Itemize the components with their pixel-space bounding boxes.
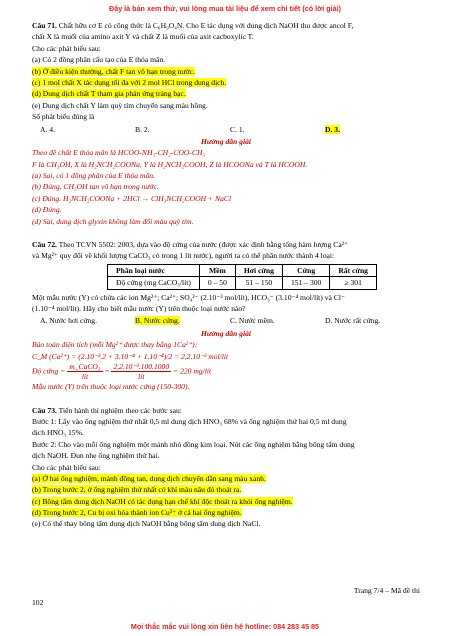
q71-solution-line: (a) Sai, có 1 đồng phân của E thỏa mãn. [32,171,155,181]
table-row [108,277,377,289]
q71-guide-heading: Hướng dẫn giải [201,136,251,146]
table-cell: 0 – 50 [199,277,235,289]
q73-statement-d: (d) Trong bước 2, Cu bị oxi hóa thành ion Cu²⁺ ở cả hai ống nghiệm. [32,508,242,518]
table-header-cell: Rất cứng [330,264,377,276]
q71-label: Câu 71. [32,21,57,30]
fraction-value-over-litre: $\frac{\text{2,2.10⁻³.100.1000}}{\text{lít}}$ [113,361,170,382]
q71-intro: Cho các phát biểu sau: [32,43,101,53]
q73-statement-e: (e) Có thể thay bông tẩm dung dịch NaOH bằng bông tẩm dung dịch NaCl. [32,519,261,529]
q73-label: Câu 73. [32,405,57,415]
table-cell: ≥ 301 [330,277,377,289]
q71-option-c[interactable]: C. 1. [230,124,245,134]
q72-option-d[interactable]: D. Nước rất cứng. [325,316,381,326]
table-header-cell: Cứng [282,264,329,276]
table-header-row [108,264,377,276]
q71-options [32,124,420,135]
table-header-cell: Phân loại nước [108,264,200,276]
q72-stem: Câu 72. Theo TCVN 5502: 2003, dựa vào độ cứng của nước (được xác định bằng tổng hàm lượng Ca²⁺ [32,240,348,250]
q73-intro: Cho các phát biểu sau: [32,462,101,472]
q72-sample-1: Một mẫu nước (Y) có chứa các ion Mg²⁺; Ca²⁺; SO₄²⁻ (2.10⁻³ mol/lít), HCO₃⁻ (3.10⁻⁴ mol/lít) và Cl⁻ [32,292,345,302]
table-cell: Độ cứng (mg CaCO₃/lít) [108,277,200,289]
q71-solution-line: (c) Đúng. H₂NCH₂COONa + 2HCl → ClH₃NCH₂COOH + NaCl [32,193,232,203]
preview-banner[interactable]: Đây là bản xem thử, vui lòng mua tài liệu để xem chi tiết (có lời giải) [109,4,341,13]
q71-statement-a: (a) Có 2 đồng phân cấu tạo của E thỏa mãn. [32,55,166,65]
q71-stem: Câu 71. Chất hữu cơ E có công thức là C₆H₉O₄N. Cho E tác dụng với dung dịch NaOH thu được ancol F, [32,21,354,30]
q71-statement-d: (d) Dung dịch chất T tham gia phản ứng tráng bạc. [32,89,186,99]
q72-solution-line: Bảo toàn điện tích (mỗi Mg²⁺ được thay bằng 1Ca²⁺): [32,340,198,350]
q72-option-a[interactable]: A. Nước hơi cứng. [40,316,97,326]
q72-options [32,315,420,326]
q72-option-b[interactable]: B. Nước cứng. [135,316,180,326]
q72-solution-line: C_M (Ca²⁺) = (2.10⁻³.2 + 3.10⁻⁴ + 1.10⁻⁴)/2 = 2,2.10⁻³ mol/lít [32,351,229,361]
q71-solution-line: (d) Đúng. [32,205,62,215]
table-header-cell: Mềm [199,264,235,276]
q72-option-c[interactable]: C. Nước mềm. [230,316,275,326]
q72-conclusion: Mẫu nước (Y) trên thuộc loại nước cứng (150-300). [32,382,190,392]
q71-option-d[interactable]: D. 3. [325,124,340,134]
page-info: Trang 7/4 – Mã đề thi [353,586,420,595]
table-header-cell: Hơi cứng [235,264,282,276]
q71-solution-line: (b) Đúng, CH₃OH tan vô hạn trong nước. [32,182,159,192]
q73-step-1-cont: dịch HNO₃ 15%. [32,428,84,438]
q71-statement-b: (b) Ở điều kiện thường, chất F tan vô hạn trong nước. [32,66,195,76]
q71-solution-line: (đ) Sai, dung dịch glyxin không làm đổi màu quỳ tím. [32,216,194,226]
q73-step-2: Bước 2: Cho vào mỗi ống nghiệm một mảnh nhỏ đồng kim loại. Nút các ống nghiệm bằng bông tẩm dung [32,439,355,449]
q71-option-a[interactable]: A. 4. [40,124,55,134]
q71-statement-e: (e) Dung dịch chất Y làm quỳ tím chuyển sang màu hồng. [32,100,208,110]
page-number: 102 [32,598,44,607]
q71-statement-c: (c) 1 mol chất X tác dụng tối đa với 2 mol HCl trong dung dịch. [32,77,227,87]
q72-guide-heading: Hướng dẫn giải [201,328,251,338]
q73-statement-b: (b) Trong bước 2, ở ống nghiệm thứ nhất có khí màu nâu đỏ thoát ra. [32,485,242,495]
fraction-mass-over-litre: $\frac{\text{m\_CaCO₃}}{\text{lít}}$ [69,361,101,382]
q73-step-2-cont: dịch NaOH. Đun nhẹ ống nghiệm thứ hai. [32,451,160,461]
q71-option-b[interactable]: B. 2. [135,124,150,134]
q71-solution-line: Theo đề chất E thỏa mãn là HCOO-NH₃-CH₂-COO-CH₃ [32,148,206,158]
hotline-banner[interactable]: Mọi thắc mắc vui lòng xin liên hệ hotline: 084 283 45 85 [130,622,320,631]
q72-hardness-formula: Độ cứng = $\frac{\text{m\_CaCO₃}}{\text{lít}}$ = $\frac{\text{2,2.10⁻³.100.1000}}{\text{lít}}$ = 220 mg/lít [32,361,212,382]
page-content [32,20,420,530]
q72-sample-2: (1.10⁻⁴ mol/lít). Hãy cho biết mẫu nước (Y) trên thuộc loại nước nào? [32,303,246,313]
q72-label: Câu 72. [32,240,57,250]
q71-count: Số phát biểu đúng là [32,112,95,122]
q71-stem-2: chất X là muối của amino axit Y và chất Z là muối của axit cacboxylic T. [32,32,254,42]
q71-solution-line: F là CH₃OH, X là H₂NCH₂COONa, Y là H₂NCH₂COOH, Z là HCOONa và T là HCOOH. [32,159,308,169]
q73-step-1: Bước 1: Lấy vào ống nghiệm thứ nhất 0,5 ml dung dịch HNO₃ 68% và ống nghiệm thứ hai 0,5 ml dung [32,416,347,426]
table-cell: 51 – 150 [235,277,282,289]
q73-statement-a: (a) Ở hai ống nghiệm, mảnh đồng tan, dung dịch chuyển dần sang màu xanh. [32,473,266,483]
q73-statement-c: (c) Bông tẩm dung dịch NaOH có tác dụng hạn chế khí độc thoát ra khỏi ống nghiệm. [32,496,293,506]
q73-stem: Câu 73. Tiến hành thí nghiệm theo các bước sau: [32,405,182,415]
table-cell: 151 – 300 [282,277,329,289]
hardness-table [107,264,377,290]
q72-stem-2: và Mg²⁺ quy đổi về khối lượng CaCO₃ có trong 1 lít nước), người ta có thể phân nước thành 4 loại: [32,251,335,261]
